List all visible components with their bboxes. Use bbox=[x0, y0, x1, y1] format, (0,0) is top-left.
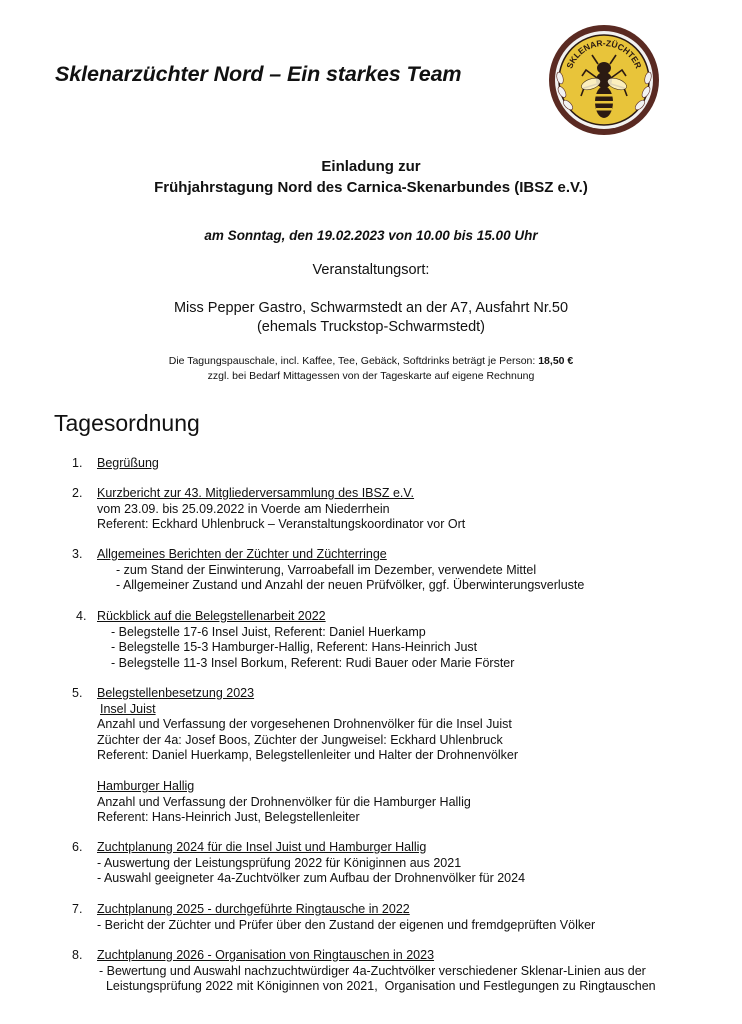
agenda-item-title: Zuchtplanung 2024 für die Insel Juist und Hamburger Hallig bbox=[97, 840, 427, 854]
agenda-item-title: Zuchtplanung 2026 - Organisation von Ringtauschen in 2023 bbox=[97, 948, 435, 962]
agenda-item-line: - Belegstelle 17-6 Insel Juist, Referent: Daniel Huerkamp bbox=[111, 624, 426, 639]
agenda-item-number: 5. bbox=[72, 686, 83, 700]
agenda-item-7 bbox=[97, 902, 595, 933]
agenda-item-line: - Bericht der Züchter und Prüfer über den Zustand der eigenen und fremdgeprüften Völker bbox=[97, 917, 596, 932]
invitation-line2: Frühjahrstagung Nord des Carnica-Skenarbundes (IBSZ e.V.) bbox=[154, 179, 588, 196]
fee-info bbox=[0, 354, 742, 384]
agenda-item-number: 8. bbox=[72, 948, 83, 962]
agenda-item-line: - Allgemeiner Zustand und Anzahl der neuen Prüfvölker, ggf. Überwinterungsverluste bbox=[116, 578, 585, 592]
agenda-item-line: - Bewertung und Auswahl nachzuchtwürdiger 4a-Zuchtvölker verschiedener Sklenar-Linien aus der bbox=[99, 963, 646, 978]
logo-text: SKLENAR-ZÜCHTER bbox=[564, 37, 644, 70]
agenda-item-4 bbox=[97, 609, 514, 671]
agenda-item-6 bbox=[97, 840, 525, 887]
agenda-item-1 bbox=[97, 456, 159, 472]
venue-line1: Miss Pepper Gastro, Schwarmstedt an der A7, Ausfahrt Nr.50 bbox=[173, 300, 569, 316]
agenda-item-number: 1. bbox=[72, 456, 83, 470]
agenda-item-title: Belegstellenbesetzung 2023 bbox=[97, 686, 255, 700]
agenda-item-8 bbox=[97, 948, 656, 995]
agenda-item-line: Züchter der 4a: Josef Boos, Züchter der Jungweisel: Eckhard Uhlenbruck bbox=[97, 732, 503, 747]
agenda-item-line: vom 23.09. bis 25.09.2022 in Voerde am Niederrhein bbox=[97, 501, 390, 516]
agenda-item-line: Referent: Eckhard Uhlenbruck – Veranstaltungskoordinator vor Ort bbox=[97, 517, 466, 531]
agenda-item-line: - Auswahl geeigneter 4a-Zuchtvölker zum Aufbau der Drohnenvölker für 2024 bbox=[97, 871, 526, 885]
agenda-item-5 bbox=[97, 686, 518, 826]
agenda-subsection-title: Insel Juist bbox=[100, 701, 156, 716]
agenda-item-title: Allgemeines Berichten der Züchter und Züchterringe bbox=[97, 547, 387, 561]
agenda-item-title: Zuchtplanung 2025 - durchgeführte Ringtausche in 2022 bbox=[97, 902, 410, 916]
venue-line2: (ehemals Truckstop-Schwarmstedt) bbox=[256, 319, 486, 335]
agenda-item-line: Referent: Daniel Huerkamp, Belegstellenleiter und Halter der Drohnenvölker bbox=[97, 748, 519, 762]
agenda-item-line: Referent: Hans-Heinrich Just, Belegstellenleiter bbox=[97, 810, 360, 824]
agenda-item-number: 7. bbox=[72, 902, 83, 916]
fee-line2: zzgl. bei Bedarf Mittagessen von der Tageskarte auf eigene Rechnung bbox=[207, 370, 535, 382]
agenda-item-title: Begrüßung bbox=[97, 456, 159, 470]
agenda-item-2 bbox=[97, 486, 465, 533]
venue-address bbox=[0, 299, 742, 337]
agenda-item-title: Rückblick auf die Belegstellenarbeit 2022 bbox=[97, 609, 326, 623]
agenda-item-line: - Auswertung der Leistungsprüfung 2022 für Königinnen aus 2021 bbox=[97, 855, 462, 870]
invitation-line1: Einladung zur bbox=[321, 158, 421, 175]
agenda-item-number: 4. bbox=[76, 609, 87, 623]
agenda-item-line: Anzahl und Verfassung der Drohnenvölker für die Hamburger Hallig bbox=[97, 794, 471, 809]
agenda-item-line: - zum Stand der Einwinterung, Varroabefall im Dezember, verwendete Mittel bbox=[116, 562, 537, 577]
agenda-item-line: - Belegstelle 15-3 Hamburger-Hallig, Referent: Hans-Heinrich Just bbox=[111, 640, 478, 654]
document-header-title: Sklenarzüchter Nord – Ein starkes Team bbox=[55, 62, 462, 86]
agenda-item-title: Kurzbericht zur 43. Mitgliederversammlung des IBSZ e.V. bbox=[97, 486, 415, 500]
event-date: am Sonntag, den 19.02.2023 von 10.00 bis 15.00 Uhr bbox=[204, 228, 538, 243]
fee-text: Die Tagungspauschale, incl. Kaffee, Tee, Gebäck, Softdrinks beträgt je Person: bbox=[168, 355, 539, 367]
agenda-item-3 bbox=[97, 547, 584, 594]
agenda-item-number: 2. bbox=[72, 486, 83, 500]
agenda-item-line: Leistungsprüfung 2022 mit Königinnen von 2021, Organisation und Festlegungen zu Ringtauschen bbox=[99, 979, 656, 993]
agenda-title: Tagesordnung bbox=[54, 410, 200, 436]
sklenar-zuechter-logo bbox=[548, 24, 660, 136]
venue-label: Veranstaltungsort: bbox=[312, 262, 430, 278]
agenda-item-number: 6. bbox=[72, 840, 83, 854]
agenda-subsection-title: Hamburger Hallig bbox=[97, 779, 195, 793]
agenda-item-line: Anzahl und Verfassung der vorgesehenen Drohnenvölker für die Insel Juist bbox=[97, 717, 512, 731]
fee-amount: 18,50 € bbox=[538, 355, 574, 367]
agenda-item-line: - Belegstelle 11-3 Insel Borkum, Referent: Rudi Bauer oder Marie Förster bbox=[111, 655, 515, 670]
agenda-item-number: 3. bbox=[72, 547, 83, 561]
